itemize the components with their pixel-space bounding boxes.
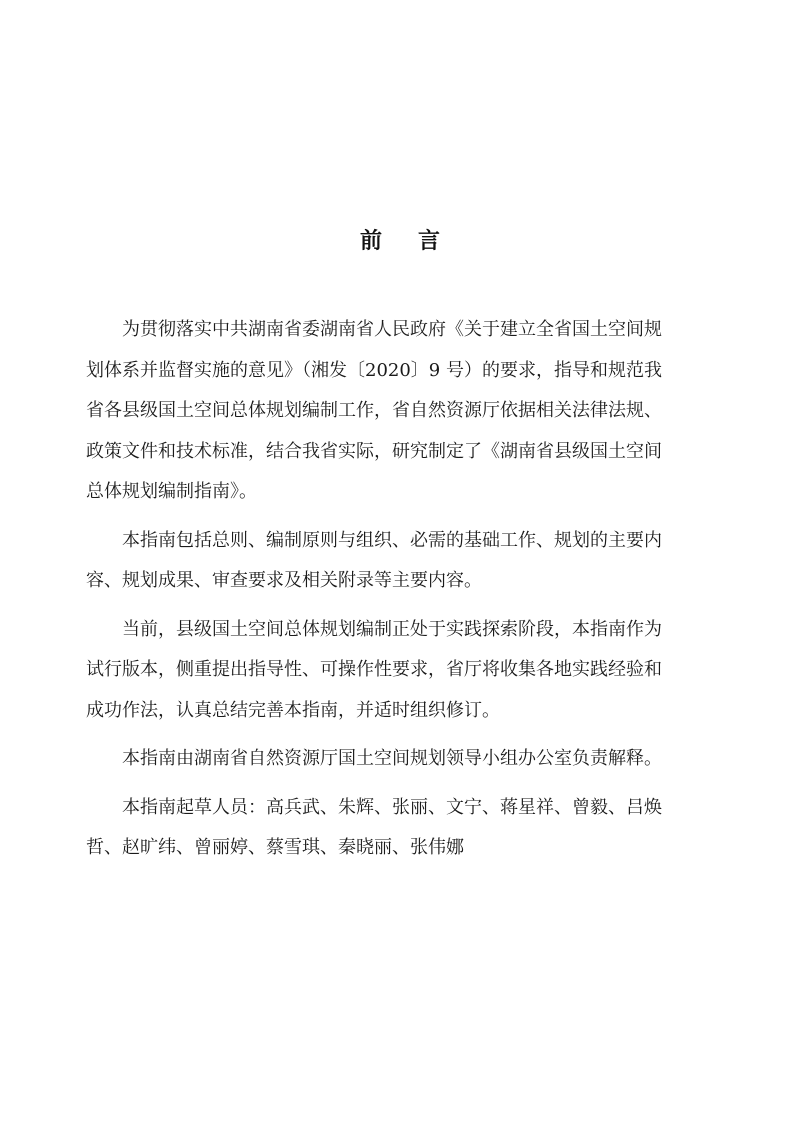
paragraph-interpretation (86, 739, 726, 780)
paragraph-trial-version (86, 610, 726, 732)
text-line: 容、规划成果、审查要求及相关附录等主要内容。 (86, 570, 482, 591)
text-line: 成功作法，认真总结完善本指南，并适时组织修订。 (86, 699, 500, 721)
page-title: 前言 (359, 229, 476, 254)
text-line: 划体系并监督实施的意见》（湘发〔2020〕9 号）的要求，指导和规范我 (86, 359, 662, 381)
paragraph-purpose (86, 310, 726, 513)
text-line: 本指南起草人员：高兵武、朱辉、张丽、文宁、蒋星祥、曾毅、吕焕 (122, 796, 662, 818)
text-line: 哲、赵旷纬、曾丽婷、蔡雪琪、秦晓丽、张伟娜 (86, 837, 464, 858)
text-line: 当前，县级国土空间总体规划编制正处于实践探索阶段，本指南作为 (122, 618, 662, 640)
text-line: 试行版本，侧重提出指导性、可操作性要求，省厅将收集各地实践经验和 (86, 659, 662, 680)
text-line: 政策文件和技术标准，结合我省实际，研究制定了《湖南省县级国土空间 (86, 440, 662, 462)
text-line: 省各县级国土空间总体规划编制工作，省自然资源厅依据相关法律法规、 (86, 400, 662, 421)
text-line: 本指南包括总则、编制原则与组织、必需的基础工作、规划的主要内 (122, 529, 662, 551)
preface-body (86, 310, 726, 869)
text-line: 为贯彻落实中共湖南省委湖南省人民政府《关于建立全省国土空间规 (122, 319, 662, 340)
paragraph-contents (86, 521, 726, 602)
text-line: 总体规划编制指南》。 (86, 481, 257, 502)
text-line: 本指南由湖南省自然资源厅国土空间规划领导小组办公室负责解释。 (122, 748, 662, 769)
paragraph-drafters (86, 788, 726, 869)
